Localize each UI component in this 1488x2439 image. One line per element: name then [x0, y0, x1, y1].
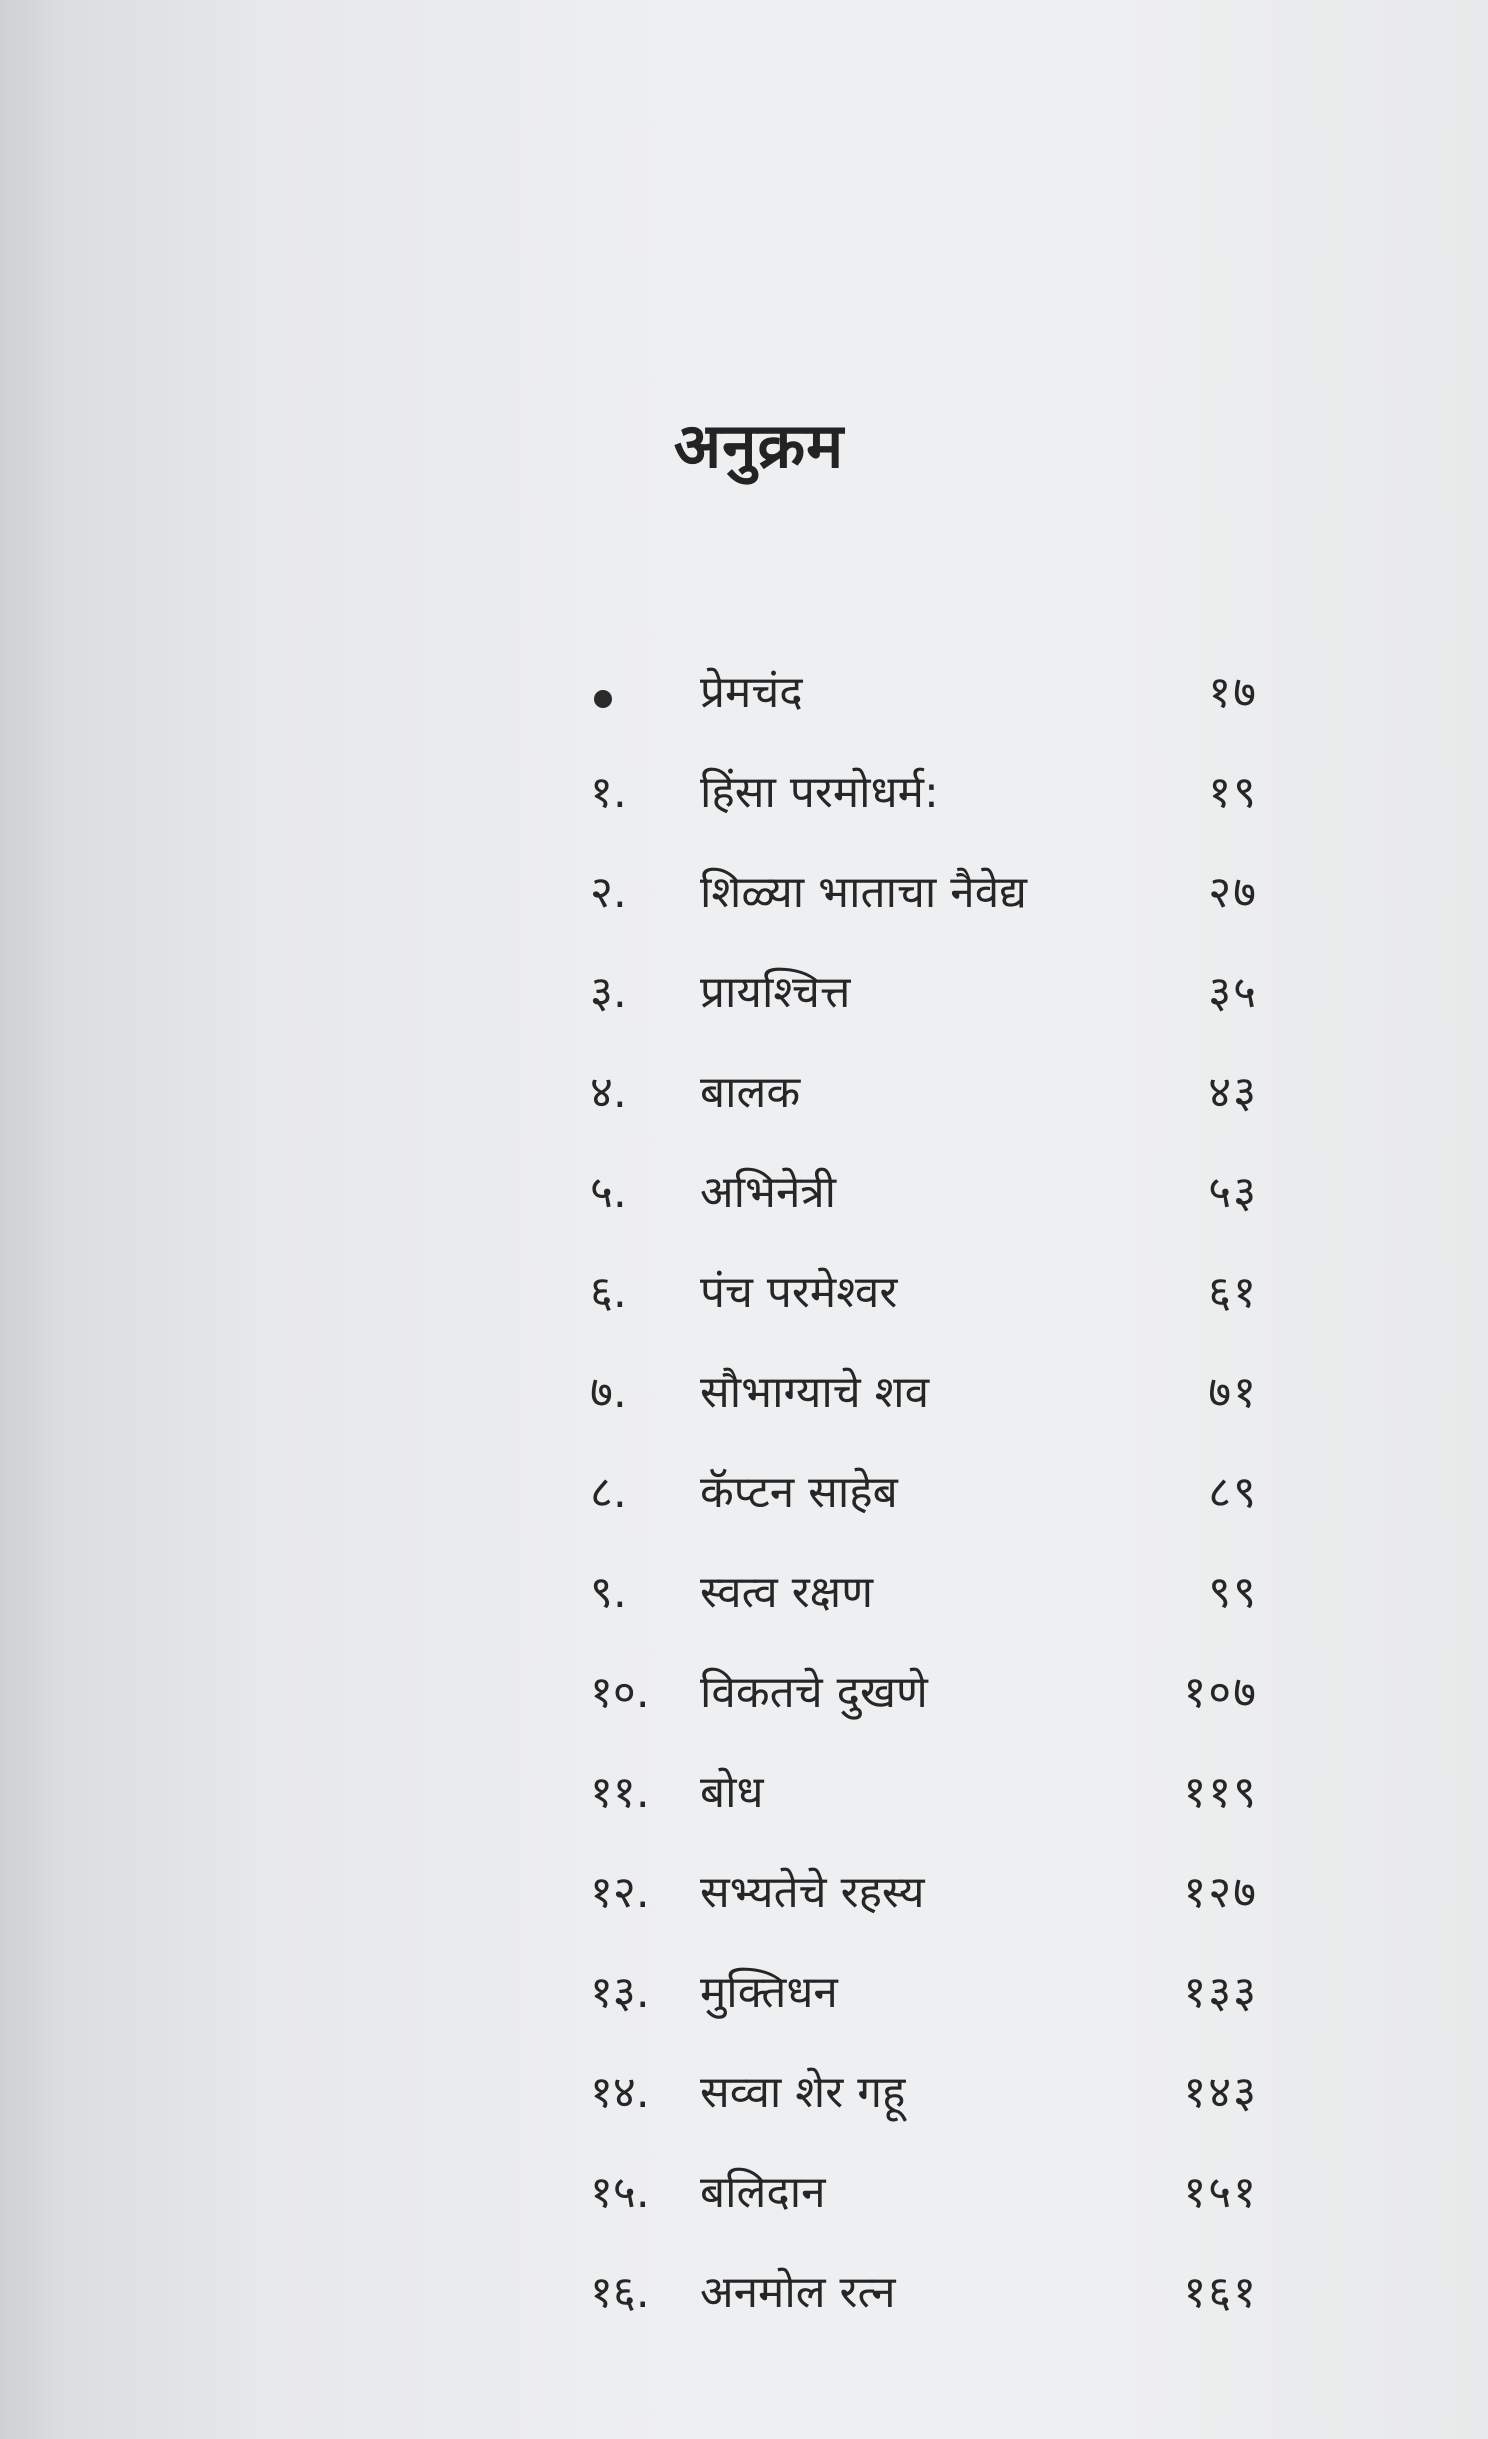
toc-entry-title: बोध — [700, 1767, 764, 1818]
toc-entry-title: अभिनेत्री — [700, 1167, 837, 1218]
toc-entry — [0, 960, 1488, 1060]
toc-entry — [0, 1460, 1488, 1560]
toc-entry-page: ३५ — [1208, 967, 1258, 1018]
toc-entry-number: ४. — [590, 1067, 627, 1118]
toc-entry — [0, 1160, 1488, 1260]
toc-entry-number: १४. — [590, 2067, 650, 2118]
toc-entry-page: १४३ — [1183, 2067, 1258, 2118]
toc-entry — [0, 1360, 1488, 1460]
toc-entry-page: १२७ — [1183, 1867, 1258, 1918]
toc-entry-number: १६. — [590, 2267, 650, 2318]
toc-entry-title: सव्वा शेर गहू — [700, 2067, 906, 2118]
toc-entry-title: मुक्तिधन — [700, 1967, 838, 2018]
toc-entry-number: ५. — [590, 1167, 627, 1218]
toc-entry-page: ६१ — [1208, 1267, 1258, 1318]
toc-entry-number: ६. — [590, 1267, 627, 1318]
toc-entry-page: १५१ — [1183, 2167, 1258, 2218]
toc-entry-number: १. — [590, 767, 627, 818]
toc-entry-page: ५३ — [1208, 1167, 1258, 1218]
toc-entry — [0, 1560, 1488, 1660]
toc-entry-page: १३३ — [1183, 1967, 1258, 2018]
toc-entry — [0, 860, 1488, 960]
toc-entry-title: हिंसा परमोधर्म: — [700, 767, 939, 818]
toc-entry-page: २७ — [1208, 867, 1258, 918]
toc-entry-number: ७. — [590, 1367, 627, 1418]
toc-entry-page: १९ — [1208, 767, 1258, 818]
toc-entry-page: ११९ — [1183, 1767, 1258, 1818]
toc-entry-page: ८९ — [1208, 1467, 1258, 1518]
toc-entry-number: ३. — [590, 967, 627, 1018]
toc-entry — [0, 2260, 1488, 2360]
toc-entry-number: १०. — [590, 1667, 650, 1718]
toc-entry-title: पंच परमेश्वर — [700, 1267, 898, 1318]
toc-entry — [0, 2060, 1488, 2160]
toc-entry-page: १७ — [1208, 667, 1258, 718]
toc-entry-number: ९. — [590, 1567, 627, 1618]
toc-entry — [0, 760, 1488, 860]
toc-entry-number: ११. — [590, 1767, 650, 1818]
toc-entry-page: ९९ — [1208, 1567, 1258, 1618]
toc-entry — [0, 1660, 1488, 1760]
toc-entry-page: १६१ — [1183, 2267, 1258, 2318]
toc-entry-number: ८. — [590, 1467, 627, 1518]
toc-entry-title: बालक — [700, 1067, 801, 1118]
toc-entry-title: कॅप्टन साहेब — [700, 1467, 898, 1518]
toc-entry-number: १२. — [590, 1867, 650, 1918]
toc-entry-title: बलिदान — [700, 2167, 826, 2218]
toc-entry-title: सौभाग्याचे शव — [700, 1367, 930, 1418]
toc-entry-title: शिळ्या भाताचा नैवेद्य — [700, 867, 1027, 918]
toc-entry-page: ४३ — [1208, 1067, 1258, 1118]
toc-entry — [0, 2160, 1488, 2260]
toc-entry-title: स्वत्व रक्षण — [700, 1567, 874, 1618]
toc-entry-title: सभ्यतेचे रहस्य — [700, 1867, 925, 1918]
toc-entry-page: १०७ — [1183, 1667, 1258, 1718]
toc-entry-title: विकतचे दुखणे — [700, 1667, 928, 1718]
toc-entry — [0, 660, 1488, 760]
toc-entry — [0, 1860, 1488, 1960]
page-title: अनुक्रम — [673, 408, 845, 482]
toc-entry-title: प्रेमचंद — [700, 667, 803, 718]
toc-entry-number: १३. — [590, 1967, 650, 2018]
table-of-contents — [0, 660, 1488, 2360]
toc-entry — [0, 1960, 1488, 2060]
toc-entry-title: प्रायश्चित्त — [700, 967, 851, 1018]
toc-entry — [0, 1760, 1488, 1860]
toc-entry — [0, 1060, 1488, 1160]
bullet-icon — [590, 660, 612, 719]
toc-entry — [0, 1260, 1488, 1360]
toc-entry-title: अनमोल रत्न — [700, 2267, 896, 2318]
toc-entry-number: २. — [590, 867, 627, 918]
toc-entry-number: १५. — [590, 2167, 650, 2218]
toc-entry-page: ७१ — [1208, 1367, 1258, 1418]
